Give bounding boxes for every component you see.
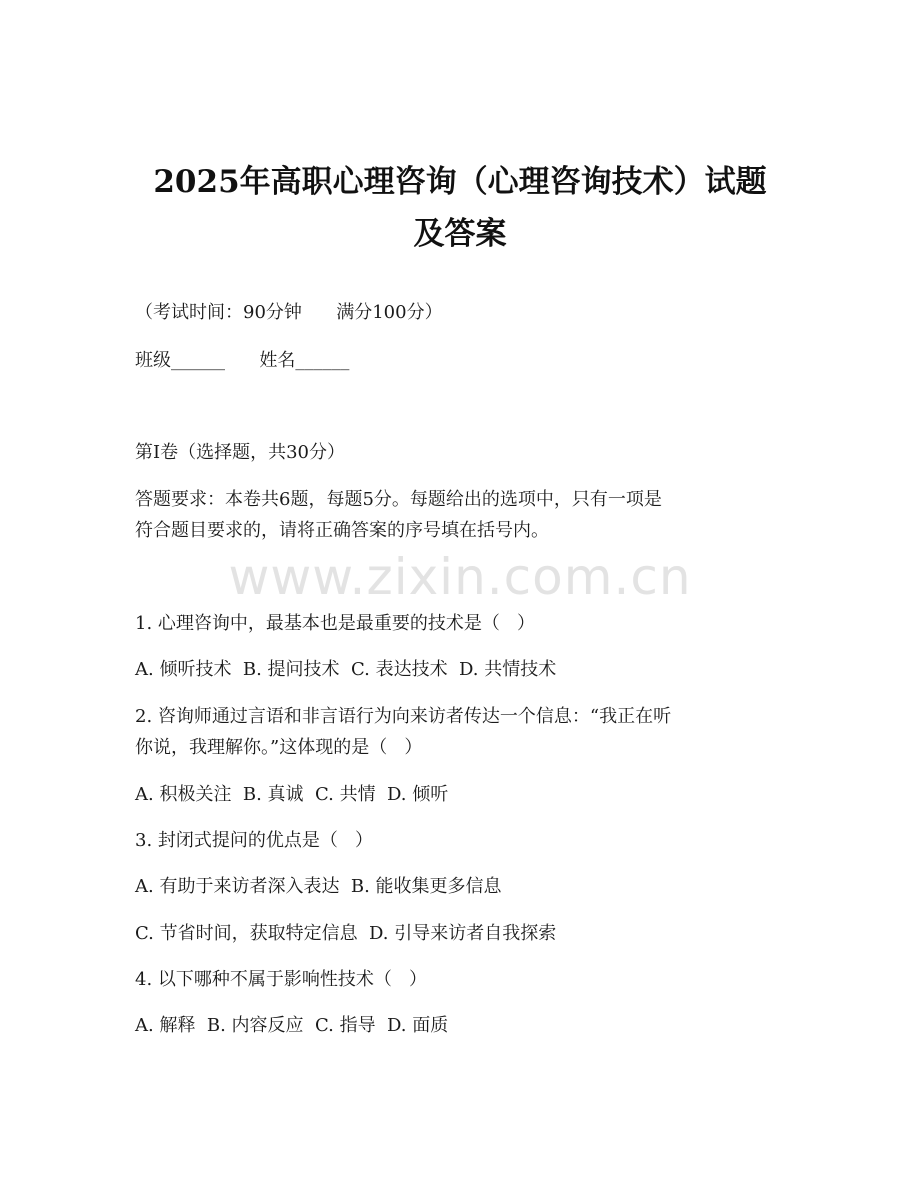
question-1-options: A. 倾听技术 B. 提问技术 C. 表达技术 D. 共情技术 bbox=[135, 659, 557, 680]
exam-info: （考试时间：90分钟 满分100分） bbox=[135, 302, 443, 323]
student-info: 班级______ 姓名______ bbox=[135, 350, 350, 371]
section-heading: 第I卷（选择题，共30分） bbox=[135, 442, 346, 463]
question-3-options-line2: C. 节省时间，获取特定信息 D. 引导来访者自我探索 bbox=[135, 923, 557, 944]
question-4-options: A. 解释 B. 内容反应 C. 指导 D. 面质 bbox=[135, 1015, 449, 1036]
question-3-stem: 3. 封闭式提问的优点是（ ） bbox=[135, 830, 374, 851]
document-title-line2: 及答案 bbox=[413, 216, 507, 252]
instructions-line1: 答题要求：本卷共6题，每题5分。每题给出的选项中，只有一项是 bbox=[135, 489, 662, 510]
watermark: www.zixin.com.cn bbox=[228, 548, 692, 606]
question-2-stem-line1: 2. 咨询师通过言语和非言语行为向来访者传达一个信息：“我正在听 bbox=[135, 706, 672, 727]
instructions-line2: 符合题目要求的，请将正确答案的序号填在括号内。 bbox=[135, 520, 549, 541]
question-2-options: A. 积极关注 B. 真诚 C. 共情 D. 倾听 bbox=[135, 784, 449, 805]
question-3-options-line1: A. 有助于来访者深入表达 B. 能收集更多信息 bbox=[135, 876, 502, 897]
question-1-stem: 1. 心理咨询中，最基本也是最重要的技术是（ ） bbox=[135, 613, 536, 634]
question-2-stem-line2: 你说，我理解你。”这体现的是（ ） bbox=[135, 737, 423, 758]
document-title-line1: 2025年高职心理咨询（心理咨询技术）试题 bbox=[153, 164, 767, 200]
question-4-stem: 4. 以下哪种不属于影响性技术（ ） bbox=[135, 969, 428, 990]
